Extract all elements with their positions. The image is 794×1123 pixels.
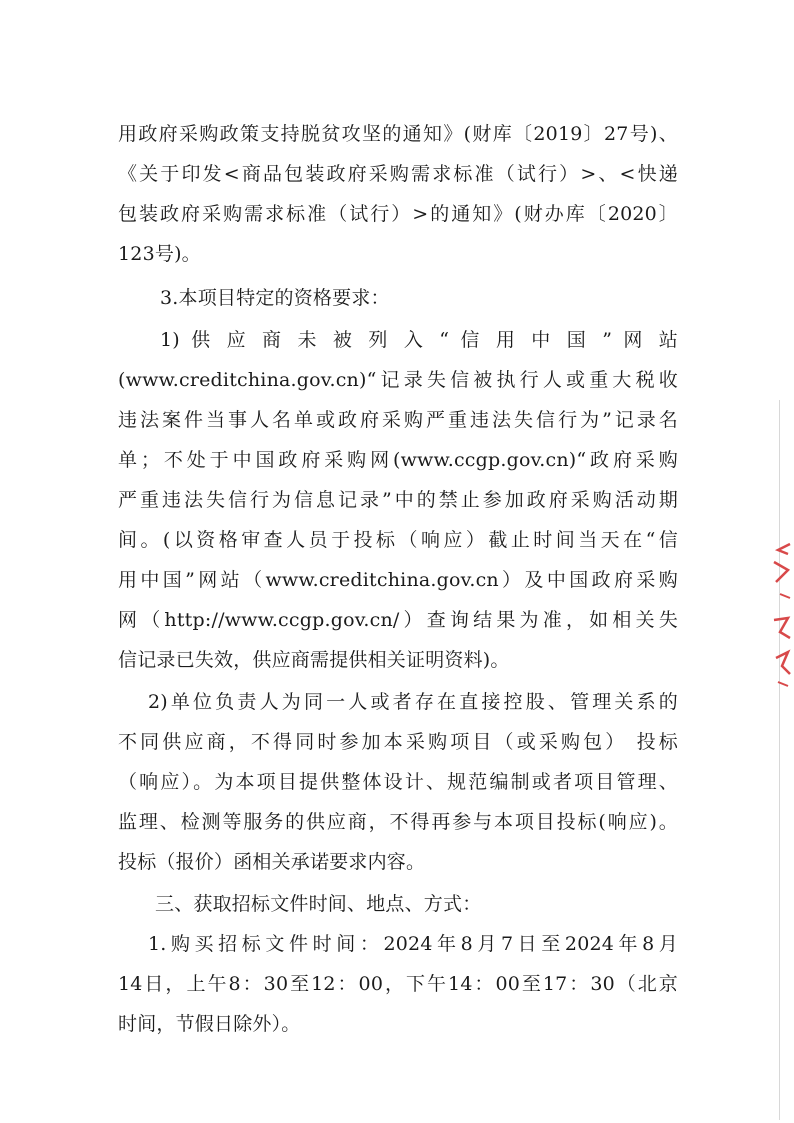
text-line-10: 严重违法失信行为信息记录”中的禁止参加政府采购活动期 <box>118 489 678 511</box>
text-line-19: 投标（报价）函相关承诺要求内容。 <box>118 851 426 873</box>
section-heading-qualification: 3.本项目特定的资格要求： <box>160 287 390 309</box>
text-line-23: 时间，节假日除外）。 <box>118 1013 301 1035</box>
text-line-21: 1.购买招标文件时间：2024年8月7日至2024年8月 <box>148 933 678 955</box>
text-line-3: 包装政府采购需求标准（试行）>的通知》(财办库〔2020〕 <box>118 203 678 225</box>
section-heading-tender-docs: 三、获取招标文件时间、地点、方式： <box>155 893 482 915</box>
text-line-17: （响应）。为本项目提供整体设计、规范编制或者项目管理、 <box>118 771 678 793</box>
text-line-4: 123号)。 <box>118 243 201 265</box>
text-line-2: 《关于印发<商品包装政府采购需求标准（试行）>、<快递 <box>118 163 678 185</box>
text-line-6: 1) 供 应 商 未 被 列 入 “ 信 用 中 国 ” 网 站 <box>160 329 678 351</box>
text-line-8: 违法案件当事人名单或政府采购严重违法失信行为”记录名 <box>118 409 678 431</box>
text-line-15: 2)单位负责人为同一人或者存在直接控股、管理关系的 <box>148 691 678 713</box>
text-line-1: 用政府采购政策支持脱贫攻坚的通知》(财库〔2019〕27号)、 <box>118 123 678 145</box>
text-line-11: 间。(以资格审查人员于投标（响应）截止时间当天在“信 <box>118 529 678 551</box>
text-line-18: 监理、检测等服务的供应商，不得再参与本项目投标(响应)。 <box>118 811 678 833</box>
text-line-16: 不同供应商，不得同时参加本采购项目（或采购包） 投标 <box>118 731 678 753</box>
red-seal-fragment <box>768 540 794 690</box>
text-line-7: (www.creditchina.gov.cn)“记录失信被执行人或重大税收 <box>118 369 678 391</box>
text-line-22: 14日，上午8：30至12：00，下午14：00至17：30（北京 <box>118 973 678 995</box>
page-edge-line <box>779 400 780 1120</box>
text-line-9: 单；不处于中国政府采购网(www.ccgp.gov.cn)“政府采购 <box>118 449 678 471</box>
text-line-12: 用中国”网站（www.creditchina.gov.cn）及中国政府采购 <box>118 569 678 591</box>
text-line-14: 信记录已失效，供应商需提供相关证明资料)。 <box>118 649 510 671</box>
text-line-13: 网（http://www.ccgp.gov.cn/）查询结果为准，如相关失 <box>118 609 678 631</box>
